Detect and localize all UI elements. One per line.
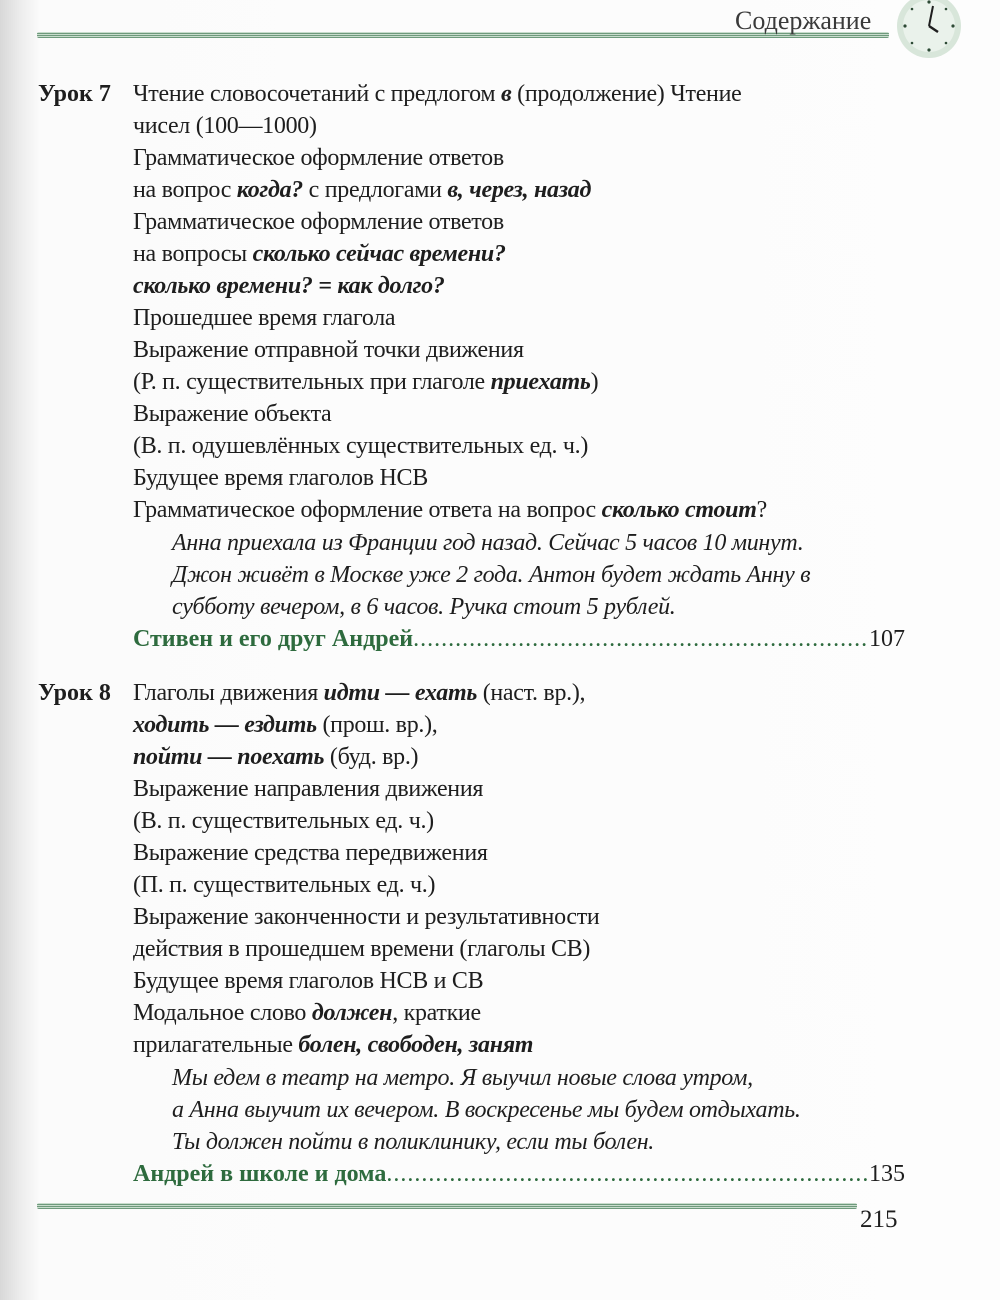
toc-entry[interactable]	[133, 623, 905, 655]
topic-text: Чтение словосочетаний с предлогом	[133, 81, 501, 107]
emphasis-text: в	[501, 81, 512, 107]
topic-line	[133, 869, 435, 901]
example-sentence: Джон живёт в Москве уже 2 года. Антон будет ждать Анну в	[172, 562, 811, 588]
topic-line	[133, 965, 483, 997]
footer-rule	[37, 1203, 857, 1209]
topic-line	[133, 334, 524, 366]
topic-line	[133, 110, 317, 142]
topic-text: прилагательные	[133, 1032, 299, 1058]
topic-text: Выражение направления движения	[133, 776, 484, 802]
topic-text: (наст. вр.),	[477, 680, 586, 706]
toc-entry[interactable]	[133, 1158, 905, 1190]
topic-text: Выражение объекта	[133, 401, 332, 427]
emphasis-text: идти — ехать	[323, 680, 477, 706]
topic-line	[133, 238, 506, 270]
emphasis-text: когда?	[236, 177, 303, 203]
topic-line	[133, 494, 767, 526]
dot-leader	[413, 623, 867, 655]
topic-line	[133, 142, 504, 174]
topic-line	[133, 709, 438, 741]
topic-line	[133, 741, 418, 773]
topic-text: Прошедшее время глагола	[133, 305, 396, 331]
topic-text: на вопрос	[133, 177, 237, 203]
topic-text: )	[590, 369, 599, 395]
topic-line	[133, 398, 331, 430]
topic-text: Грамматическое оформление ответов	[133, 209, 504, 235]
topic-line	[133, 805, 434, 837]
topic-text: (продолжение) Чтение	[511, 81, 742, 107]
topic-line	[133, 78, 741, 110]
lesson-label: Урок 7	[38, 81, 111, 107]
topic-text: Выражение отправной точки движения	[133, 337, 524, 363]
topic-line	[133, 677, 585, 709]
topic-line	[133, 901, 599, 933]
emphasis-text: приехать	[490, 369, 591, 395]
topic-text: Глаголы движения	[133, 680, 324, 706]
clock-icon	[893, 0, 963, 62]
topic-line	[133, 1029, 533, 1061]
topic-line	[133, 366, 598, 398]
dot-leader	[386, 1158, 867, 1190]
emphasis-text: сколько сейчас времени?	[252, 241, 506, 267]
emphasis-text: болен, свободен, занят	[298, 1032, 534, 1058]
topic-text: Выражение законченности и результативности	[133, 904, 600, 930]
topic-text: Выражение средства передвижения	[133, 840, 488, 866]
topic-text: , краткие	[392, 1000, 481, 1026]
topic-line	[133, 773, 483, 805]
example-sentence: Анна приехала из Франции год назад. Сейчас 5 часов 10 минут.	[172, 530, 804, 556]
toc-entry-page: 135	[869, 1161, 905, 1187]
topic-line	[133, 430, 588, 462]
example-sentence: Ты должен пойти в поликлинику, если ты болен.	[172, 1129, 655, 1155]
example-sentence: субботу вечером, в 6 часов. Ручка стоит 5 рублей.	[172, 594, 676, 620]
topic-text: Грамматическое оформление ответа на вопрос	[133, 497, 602, 523]
topic-text: Будущее время глаголов НСВ и СВ	[133, 968, 484, 994]
emphasis-text: пойти — поехать	[133, 744, 325, 770]
example-sentence: а Анна выучит их вечером. В воскресенье мы будем отдыхать.	[172, 1097, 801, 1123]
topic-text: ?	[756, 497, 767, 523]
topic-line	[133, 174, 591, 206]
topic-text: чисел (100—1000)	[133, 113, 317, 139]
topic-text: (В. п. одушевлённых существительных ед. ч.)	[133, 433, 589, 459]
lesson-label: Урок 8	[38, 680, 111, 706]
topic-line	[133, 270, 445, 302]
emphasis-text: должен	[311, 1000, 393, 1026]
topic-text: с предлогами	[302, 177, 448, 203]
topic-text: (П. п. существительных ед. ч.)	[133, 872, 436, 898]
toc-entry-title[interactable]: Стивен и его друг Андрей	[133, 626, 414, 652]
emphasis-text: сколько времени? = как долго?	[133, 273, 445, 299]
emphasis-text: сколько стоит	[601, 497, 757, 523]
topic-text: (Р. п. существительных при глаголе	[133, 369, 491, 395]
section-title: Содержание	[735, 6, 872, 35]
topic-line	[133, 933, 590, 965]
topic-text: (прош. вр.),	[316, 712, 438, 738]
topic-text: Будущее время глаголов НСВ	[133, 465, 428, 491]
emphasis-text: ходить — ездить	[133, 712, 317, 738]
emphasis-text: в, через, назад	[447, 177, 592, 203]
topic-line	[133, 462, 428, 494]
topic-text: Модальное слово	[133, 1000, 312, 1026]
page-number: 215	[860, 1206, 898, 1233]
topic-text: (В. п. существительных ед. ч.)	[133, 808, 434, 834]
topic-text: действия в прошедшем времени (глаголы СВ)	[133, 936, 591, 962]
topic-line	[133, 837, 488, 869]
example-sentence: Мы едем в театр на метро. Я выучил новые слова утром,	[172, 1065, 753, 1091]
topic-line	[133, 997, 481, 1029]
topic-text: на вопросы	[133, 241, 253, 267]
toc-entry-title[interactable]: Андрей в школе и дома	[133, 1161, 387, 1187]
topic-text: (буд. вр.)	[324, 744, 419, 770]
topic-text: Грамматическое оформление ответов	[133, 145, 504, 171]
topic-line	[133, 206, 504, 238]
topic-line	[133, 302, 395, 334]
toc-entry-page: 107	[869, 626, 905, 652]
